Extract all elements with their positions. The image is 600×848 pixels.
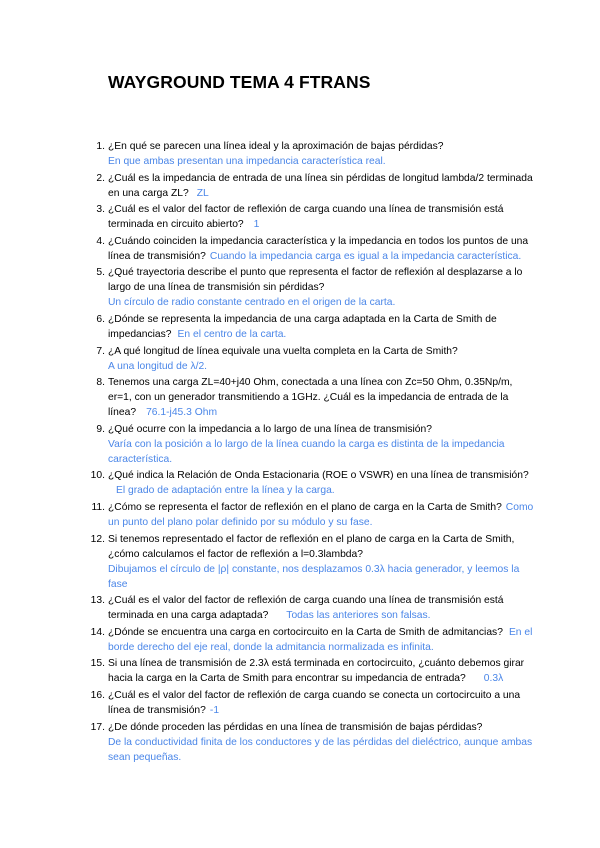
question-item (88, 375, 538, 420)
question-text: ¿Cómo se representa el factor de reflexión en el plano de carga en la Carta de Smith? (108, 501, 502, 513)
question-item (88, 532, 538, 592)
question-number: 14. (90, 626, 105, 638)
question-text: ¿Cuándo coinciden la impedancia característica y la impedancia en todos los puntos de una línea de transmisión? (108, 235, 529, 262)
question-item (88, 139, 538, 169)
question-number: 17. (90, 721, 105, 733)
question-text: ¿De dónde proceden las pérdidas en una línea de transmisión de bajas pérdidas? (108, 721, 483, 733)
question-number: 2. (96, 172, 105, 184)
question-text: ¿En qué se parecen una línea ideal y la aproximación de bajas pérdidas? (108, 141, 444, 152)
question-number: 8. (96, 377, 105, 389)
question-number: 4. (96, 235, 105, 247)
question-item (88, 265, 538, 310)
question-text: ¿Cuál es el valor del factor de reflexión de carga cuando se conecta un cortocircuito a una línea de transmisión? (108, 689, 521, 716)
question-text: ¿A qué longitud de línea equivale una vuelta completa en la Carta de Smith? (108, 345, 458, 357)
question-text: ¿Qué trayectoria describe el punto que representa el factor de reflexión al desplazarse a lo largo de una línea de transmisión sin pérdidas? (108, 267, 523, 294)
question-text: ¿Dónde se representa la impedancia de una carga adaptada en la Carta de Smith de impedancias? (108, 313, 497, 340)
question-number: 7. (96, 345, 105, 357)
answer-text: El grado de adaptación entre la línea y la carga. (116, 485, 335, 497)
question-number: 11. (91, 501, 105, 513)
answer-text: Un círculo de radio constante centrado en el origen de la carta. (108, 297, 396, 309)
question-list (88, 139, 538, 766)
answer-text: Dibujamos el círculo de |ρ| constante, nos desplazamos 0.3λ hacia generador, y leemos la fase (108, 563, 520, 590)
question-number: 3. (96, 204, 105, 216)
answer-text: 0.3λ (483, 673, 504, 685)
answer-text: -1 (209, 704, 220, 716)
question-text: Si tenemos representado el factor de reflexión en el plano de carga en la Carta de Smith, ¿cómo calculamos el factor de reflexión a l=0.3lambda? (108, 533, 515, 560)
question-text: ¿Qué indica la Relación de Onda Estacionaria (ROE o VSWR) en una línea de transmisión? (108, 470, 529, 482)
question-item (88, 312, 538, 342)
question-item (88, 688, 538, 718)
answer-text: 76.1-j45.3 Ohm (146, 407, 218, 419)
question-item (88, 720, 538, 765)
question-item (88, 593, 538, 623)
answer-text: A una longitud de λ/2. (108, 360, 208, 372)
question-number: 13. (90, 595, 105, 607)
answer-text: Todas las anteriores son falsas. (286, 610, 431, 622)
question-item (88, 625, 538, 655)
question-number: 16. (90, 689, 105, 701)
question-item (88, 656, 538, 686)
question-number: 12. (90, 533, 105, 545)
answer-text: En el centro de la carta. (177, 328, 287, 340)
question-number: 1. (96, 141, 105, 152)
question-item (88, 344, 538, 374)
document-title: WAYGROUND TEMA 4 FTRANS (108, 72, 371, 92)
answer-text: Como un punto del plano polar definido por su módulo y su fase. (108, 501, 534, 528)
answer-text: De la conductividad finita de los conductores y de las pérdidas del dieléctrico, aunque ambas sean pequeñas. (108, 736, 533, 763)
question-text: ¿Dónde se encuentra una carga en cortocircuito en la Carta de Smith de admitancias? (108, 626, 503, 638)
question-item (88, 422, 538, 467)
answer-text: En el borde derecho del eje real, donde la admitancia normalizada es infinita. (108, 626, 533, 653)
question-text: ¿Cuál es el valor del factor de reflexión de carga cuando una línea de transmisión está terminada en una carga adaptada? (108, 595, 504, 622)
answer-text: Varía con la posición a lo largo de la línea cuando la carga es distinta de la impedancia característica. (108, 438, 505, 465)
question-number: 9. (96, 423, 105, 435)
question-text: ¿Qué ocurre con la impedancia a lo largo de una línea de transmisión? (108, 423, 432, 435)
answer-text: ZL (196, 187, 209, 199)
question-item (88, 202, 538, 232)
question-item (88, 234, 538, 264)
question-number: 6. (96, 313, 105, 325)
question-text: Si una línea de transmisión de 2.3λ está terminada en cortocircuito, ¿cuánto debemos girar hacia la carga en la Carta de Smith para encontrar su impedancia de entrada? (108, 658, 525, 685)
answer-text: Cuando la impedancia carga es igual a la impedancia característica. (209, 250, 522, 262)
answer-text: 1 (253, 219, 260, 231)
answer-text: En que ambas presentan una impedancia característica real. (108, 156, 386, 167)
question-item (88, 468, 538, 498)
question-text: ¿Cuál es el valor del factor de reflexión de carga cuando una línea de transmisión está terminada en circuito abierto? (108, 204, 504, 231)
question-item (88, 171, 538, 201)
question-text: ¿Cuál es la impedancia de entrada de una línea sin pérdidas de longitud lambda/2 terminada en una carga ZL? (108, 172, 533, 199)
question-item (88, 500, 538, 530)
question-number: 10. (90, 470, 105, 482)
question-number: 5. (96, 267, 105, 279)
question-text: Tenemos una carga ZL=40+j40 Ohm, conectada a una línea con Zc=50 Ohm, 0.35Np/m, er=1, con un generador transmitiendo a 1GHz. ¿Cuál es la impedancia de entrada de la línea? (108, 377, 513, 419)
question-number: 15. (90, 658, 105, 670)
